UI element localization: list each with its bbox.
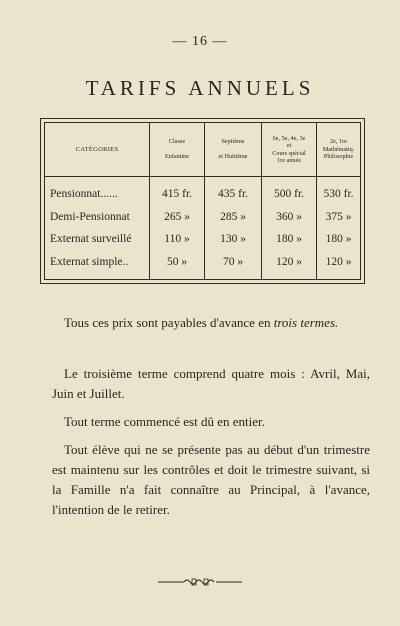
price-cell: 375 »: [317, 206, 361, 228]
price-cell: 415 fr.: [150, 183, 205, 205]
row-label: Externat surveillé: [50, 233, 132, 246]
price-cell: 50 »: [150, 250, 205, 272]
page-number: — 16 —: [172, 34, 228, 49]
price-cell: 265 »: [150, 206, 205, 228]
page-title: TARIFS ANNUELS: [85, 76, 315, 100]
price-cell: 500 fr.: [262, 183, 317, 205]
table-spacer-row: [45, 273, 361, 280]
price-cell: 120 »: [262, 250, 317, 272]
table-row: [45, 228, 361, 250]
table-row: [45, 250, 361, 272]
paragraph-payment-terms: Tous ces prix sont payables d'avance en trois termes.: [64, 315, 339, 330]
paragraph-student-absence: Tout élève qui ne se présente pas au début d'un trimestre est maintenu sur les contrôles et doit le trimestre suivant, si la Famille n'a fait connaître au Principal, à l'avance, l'intention de le retirer.: [52, 442, 370, 517]
header-categories: CATÉGORIES: [45, 123, 150, 177]
row-label: Pensionnat......: [50, 188, 118, 201]
price-cell: 130 »: [205, 228, 262, 250]
header-septieme-huitieme: Septième et Huitième: [205, 123, 262, 177]
decorative-divider-icon: [158, 576, 242, 588]
tariff-table: [44, 122, 361, 280]
paragraph-term-due: Tout terme commencé est dû en entier.: [64, 414, 265, 429]
price-cell: 285 »: [205, 206, 262, 228]
table-spacer-row: [45, 177, 361, 184]
price-cell: 120 »: [317, 250, 361, 272]
price-cell: 435 fr.: [205, 183, 262, 205]
header-seconde-philosophie: 2e, 1re Mathématiq. Philosophie: [317, 123, 361, 177]
row-label: Demi-Pensionnat: [50, 210, 130, 223]
header-sixieme-troisieme: 6e, 5e, 4e, 3e et Cours spécial 1re année: [262, 123, 317, 177]
price-cell: 180 »: [317, 228, 361, 250]
table-header-row: [45, 123, 361, 177]
price-cell: 70 »: [205, 250, 262, 272]
row-label: Externat simple..: [50, 255, 129, 268]
price-cell: 530 fr.: [317, 183, 361, 205]
price-cell: 110 »: [150, 228, 205, 250]
price-cell: 360 »: [262, 206, 317, 228]
paragraph-third-term: Le troisième terme comprend quatre mois : Avril, Mai, Juin et Juillet.: [52, 366, 370, 401]
tariff-table-frame: [40, 118, 365, 284]
table-row: [45, 183, 361, 205]
italic-emphasis: trois termes.: [273, 315, 339, 330]
header-classe-enfantine: Classe Enfantine: [150, 123, 205, 177]
price-cell: 180 »: [262, 228, 317, 250]
table-row: [45, 206, 361, 228]
